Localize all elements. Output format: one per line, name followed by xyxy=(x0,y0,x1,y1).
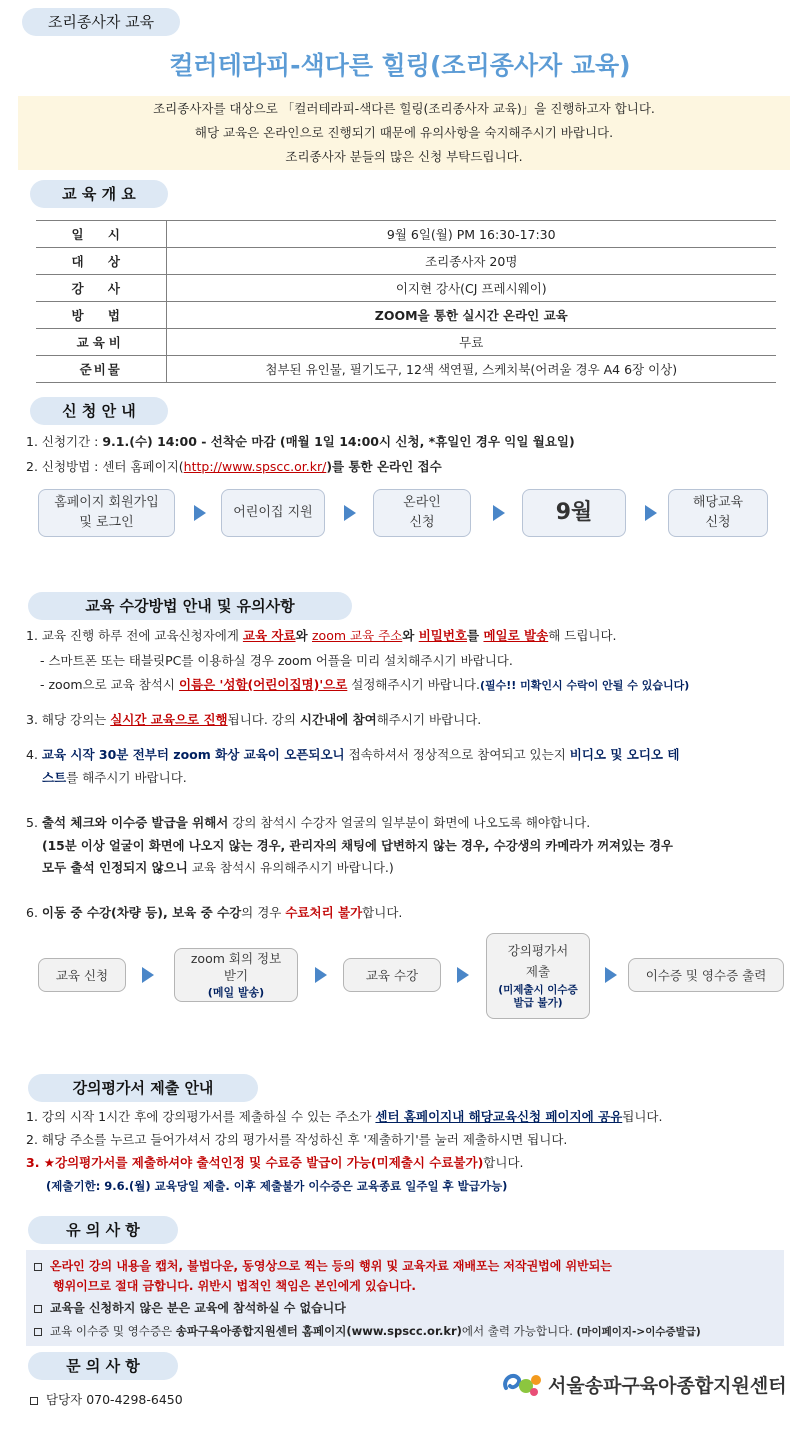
step-text: zoom 회의 정보 xyxy=(190,950,282,966)
text: 합니다. xyxy=(362,905,403,920)
step-text: 온라인 xyxy=(403,495,441,510)
text: 에서 출력 가능합니다. xyxy=(461,1324,577,1338)
text: 1. 교육 진행 하루 전에 교육신청자에게 xyxy=(26,628,243,643)
arrow-right-icon xyxy=(457,967,469,983)
apply-flow-step-3 xyxy=(373,489,471,537)
text: 담당자 070-4298-6450 xyxy=(46,1392,183,1407)
text: 됩니다. 강의 xyxy=(227,712,300,727)
eval-line-2: 2. 해당 주소를 누르고 들어가셔서 강의 평가서를 작성하신 후 '제출하기'를 눌러 제출하시면 됩니다. xyxy=(26,1132,568,1147)
table-row xyxy=(36,302,776,329)
step-text: 이수증 및 영수증 출력 xyxy=(645,967,767,983)
text: 3. ★강의평가서를 제출하셔야 출석인정 및 수료증 발급이 가능(미제출시 수료불가) xyxy=(26,1155,484,1170)
center-logo-icon xyxy=(500,1368,544,1400)
text: (마이페이지->이수증발급) xyxy=(576,1326,701,1338)
row-value: 무료 xyxy=(166,329,776,356)
text: 접속하셔서 정상적으로 참여되고 있는지 xyxy=(344,747,570,762)
text: 합니다. xyxy=(483,1155,524,1170)
caution-item-1 xyxy=(34,1256,612,1276)
step-text: 교육 신청 xyxy=(55,967,109,983)
text: 6. xyxy=(26,905,42,920)
text: 출석 체크와 이수증 발급을 위해서 xyxy=(41,815,229,830)
step-text: 어린이집 지원 xyxy=(233,505,313,520)
text: 와 xyxy=(295,628,312,643)
step-text: (메일 발송) xyxy=(207,985,265,999)
row-value: 9월 6일(월) PM 16:30-17:30 xyxy=(166,221,776,248)
text: 교육 자료 xyxy=(242,628,296,643)
text: 센터 홈페이지내 해당교육신청 페이지에 공유 xyxy=(375,1109,623,1124)
text: 해 드립니다. xyxy=(548,628,617,643)
table-row xyxy=(36,275,776,302)
eval-line-3 xyxy=(26,1153,524,1173)
text: 교육 시작 30분 전부터 zoom 화상 교육이 오픈되오니 xyxy=(41,747,345,762)
row-label: 일 시 xyxy=(36,221,166,248)
step-text: 교육 수강 xyxy=(365,967,419,983)
table-row xyxy=(36,356,776,383)
apply-method xyxy=(26,457,442,477)
header-tag: 조리종사자 교육 xyxy=(22,8,180,36)
text: 교육 이수증 및 영수증은 xyxy=(50,1324,176,1338)
guide-heading: 교육 수강방법 안내 및 유의사항 xyxy=(28,592,352,620)
arrow-right-icon xyxy=(645,505,657,521)
guide-item-3 xyxy=(26,710,481,730)
caution-item-2 xyxy=(34,1298,346,1318)
guide-flow-step-1 xyxy=(38,958,126,992)
text: 4. xyxy=(26,747,42,762)
apply-period xyxy=(26,432,575,452)
contact-line xyxy=(30,1390,183,1410)
row-value: 조리종사자 20명 xyxy=(166,248,776,275)
caution-box xyxy=(26,1250,784,1346)
intro-box xyxy=(18,96,790,170)
step-text: 받기 xyxy=(223,967,249,983)
guide-flow-step-2 xyxy=(174,948,298,1002)
overview-table xyxy=(36,220,776,383)
text: 이름은 '성함(어린이집명)'으로 xyxy=(178,677,348,692)
text: 교육 참석시 유의해주시기 바랍니다.) xyxy=(187,860,394,875)
text: 를 해주시기 바랍니다. xyxy=(66,770,187,785)
bullet-square-icon xyxy=(30,1397,38,1405)
guide-item-5-detail: (15분 이상 얼굴이 화면에 나오지 않는 경우, 관리자의 채팅에 답변하지 않는 경우, 수강생의 카메라가 꺼져있는 경우 xyxy=(42,839,673,853)
text: 수료처리 불가 xyxy=(285,905,363,920)
arrow-right-icon xyxy=(493,505,505,521)
text: 시간내에 참여 xyxy=(299,712,377,727)
row-value: ZOOM을 통한 실시간 온라인 교육 xyxy=(166,302,776,329)
text: 스트 xyxy=(42,770,67,785)
apply-heading: 신 청 안 내 xyxy=(30,397,168,425)
apply-flow-step-2 xyxy=(221,489,325,537)
text: 1. 강의 시작 1시간 후에 강의평가서를 제출하실 수 있는 주소가 xyxy=(26,1109,376,1124)
step-text: 신청 xyxy=(409,515,435,530)
guide-flow-step-3 xyxy=(343,958,441,992)
step-text: 9월 xyxy=(555,500,593,525)
guide-item-1-sub-2 xyxy=(40,675,689,696)
table-row xyxy=(36,248,776,275)
row-value: 이지현 강사(CJ 프레시웨이) xyxy=(166,275,776,302)
guide-item-1 xyxy=(26,626,617,646)
step-text: 신청 xyxy=(705,515,731,530)
arrow-right-icon xyxy=(315,967,327,983)
arrow-right-icon xyxy=(344,505,356,521)
eval-line-4: (제출기한: 9.6.(월) 교육당일 제출. 이후 제출불가 이수증은 교육종료 일주일 후 발급가능) xyxy=(46,1179,508,1193)
guide-item-5 xyxy=(26,813,590,833)
caution-heading: 유 의 사 항 xyxy=(28,1216,178,1244)
row-label: 강 사 xyxy=(36,275,166,302)
apply-flow-step-4 xyxy=(522,489,626,537)
bullet-square-icon xyxy=(34,1305,42,1313)
text: - zoom으로 교육 참석시 xyxy=(40,677,179,692)
contact-heading: 문 의 사 항 xyxy=(28,1352,178,1380)
text: 해주시기 바랍니다. xyxy=(376,712,482,727)
guide-item-4-cont xyxy=(42,768,187,788)
step-text: 홈페이지 회원가입 xyxy=(54,495,159,510)
guide-flow-step-4 xyxy=(486,933,590,1019)
intro-line-2: 해당 교육은 온라인으로 진행되기 때문에 유의사항을 숙지해주시기 바랍니다. xyxy=(194,125,614,140)
row-label: 준비물 xyxy=(36,356,166,383)
eval-line-1 xyxy=(26,1107,662,1127)
row-label: 교육비 xyxy=(36,329,166,356)
step-text: (미제출시 이수증 발급 불가) xyxy=(498,984,578,1009)
guide-item-6 xyxy=(26,903,402,923)
apply-url-link[interactable]: http://www.spscc.or.kr/ xyxy=(183,459,327,474)
page-title: 컬러테라피-색다른 힐링(조리종사자 교육) xyxy=(169,51,631,80)
guide-flow-step-5 xyxy=(628,958,784,992)
apply-flow-step-5 xyxy=(668,489,768,537)
text: 를 xyxy=(467,628,484,643)
text: 됩니다. xyxy=(622,1109,663,1124)
text: 이동 중 수강(차량 등), 보육 중 수강 xyxy=(41,905,242,920)
intro-line-1: 조리종사자를 대상으로 「컬러테라피-색다른 힐링(조리종사자 교육)」을 진행하고자 합니다. xyxy=(153,101,655,116)
text: 설정해주시기 바랍니다. xyxy=(347,677,480,692)
text: 교육을 신청하지 않은 분은 교육에 참석하실 수 없습니다 xyxy=(50,1301,346,1315)
apply-method-tail: )를 통한 온라인 접수 xyxy=(326,459,442,474)
text: 와 xyxy=(402,628,419,643)
table-row xyxy=(36,329,776,356)
text: 3. 해당 강의는 xyxy=(26,712,111,727)
center-logo xyxy=(500,1366,790,1402)
step-text: 및 로그인 xyxy=(79,515,134,530)
caution-item-3 xyxy=(34,1321,701,1342)
step-text: 제출 xyxy=(525,964,551,979)
arrow-right-icon xyxy=(605,967,617,983)
arrow-right-icon xyxy=(194,505,206,521)
step-text: 해당교육 xyxy=(692,495,744,510)
row-value: 첨부된 유인물, 필기도구, 12색 색연필, 스케치북(어려울 경우 A4 6장 이상) xyxy=(166,356,776,383)
text: 강의 참석시 수강자 얼굴의 일부분이 화면에 나오도록 해야합니다. xyxy=(228,815,591,830)
text: (필수!! 미확인시 수락이 안될 수 있습니다) xyxy=(479,679,690,692)
text: zoom 교육 주소 xyxy=(312,628,403,643)
text: 의 경우 xyxy=(241,905,286,920)
apply-period-value: 9.1.(수) 14:00 - 선착순 마감 (매월 1일 14:00시 신청, *휴일인 경우 익일 월요일) xyxy=(102,434,575,449)
apply-period-label: 1. 신청기간 : xyxy=(26,434,103,449)
text: 5. xyxy=(26,815,42,830)
guide-item-1-sub-1: - 스마트폰 또는 태블릿PC를 이용하실 경우 zoom 어플을 미리 설치해주시기 바랍니다. xyxy=(40,653,513,668)
bullet-square-icon xyxy=(34,1328,42,1336)
table-row xyxy=(36,221,776,248)
guide-item-5-cont xyxy=(42,858,394,878)
overview-heading: 교 육 개 요 xyxy=(30,180,168,208)
arrow-right-icon xyxy=(142,967,154,983)
apply-method-label: 2. 신청방법 : 센터 홈페이지( xyxy=(26,459,184,474)
eval-heading: 강의평가서 제출 안내 xyxy=(28,1074,258,1102)
guide-item-4 xyxy=(26,745,679,765)
row-label: 방 법 xyxy=(36,302,166,329)
text: 비디오 및 오디오 테 xyxy=(569,747,680,762)
text: 온라인 강의 내용을 캡처, 불법다운, 동영상으로 찍는 등의 행위 및 교육자료 재배포는 저작권법에 위반되는 xyxy=(50,1259,612,1273)
step-text: 강의평가서 xyxy=(507,943,569,958)
text: 실시간 교육으로 진행 xyxy=(110,712,228,727)
bullet-square-icon xyxy=(34,1263,42,1271)
text: 메일로 발송 xyxy=(483,628,549,643)
text: 모두 출석 인정되지 않으니 xyxy=(42,860,188,875)
text: 송파구육아종합지원센터 홈페이지(www.spscc.or.kr) xyxy=(175,1324,462,1338)
intro-line-3: 조리종사자 분들의 많은 신청 부탁드립니다. xyxy=(285,149,523,164)
center-logo-text: 서울송파구육아종합지원센터 xyxy=(548,1374,787,1397)
row-label: 대 상 xyxy=(36,248,166,275)
text: 비밀번호 xyxy=(418,628,468,643)
apply-flow-step-1 xyxy=(38,489,175,537)
caution-item-1-cont: 행위이므로 절대 금합니다. 위반시 법적인 책임은 본인에게 있습니다. xyxy=(53,1279,416,1293)
